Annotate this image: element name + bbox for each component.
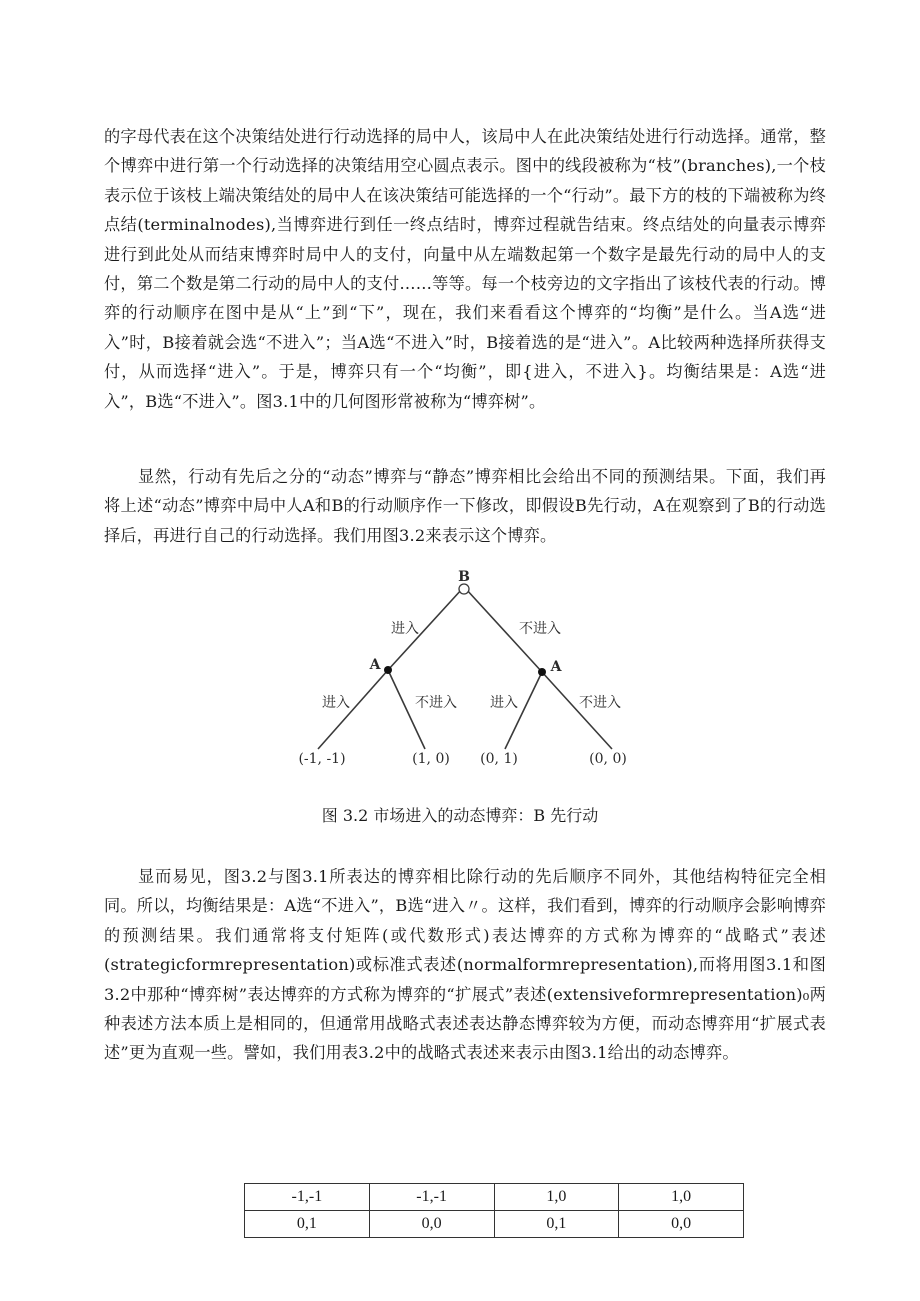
left-right-action-label: 不进入 bbox=[415, 695, 457, 711]
paragraph-1: 的字母代表在这个决策结处进行行动选择的局中人，该局中人在此决策结处进行行动选择。通常，整个博弈中进行第一个行动选择的决策结用空心圆点表示。图中的线段被称为“枝”(branches),一个枝表示位于该枝上端决策结处的局中人在该决策结可能选择的一个“行动”。最下方的枝的下端被称为终点结(terminalnodes),当博弈进行到任一终点结时，博弈过程就告结束。终点结处的向量表示博弈进行到此处从而结束博弈时局中人的支付，向量中从左端数起第一个数字是最先行动的局中人的支付，第二个数是第二行动的局中人的支付……等等。每一个枝旁边的文字指出了该枝代表的行动。博弈的行动顺序在图中是从“上”到“下”，现在，我们来看看这个博弈的“均衡”是什么。当A选“进入”时，B接着就会选“不进入”；当A选“不进入”时，B接着选的是“进入”。A比较两种选择所获得支付，从而选择“进入”。于是，博弈只有一个“均衡”，即{进入，不进入}。均衡结果是：A选“进入”，B选“不进入”。图3.1中的几何图形常被称为“博弈树”。 bbox=[104, 127, 826, 411]
table-cell: 0,1 bbox=[494, 1211, 619, 1238]
payoff-4: (0, 0) bbox=[589, 751, 627, 767]
table-cell: 0,0 bbox=[619, 1211, 744, 1238]
left-node-player-label: A bbox=[369, 657, 381, 673]
table-cell: 1,0 bbox=[494, 1184, 619, 1211]
paragraph-3: 显而易见，图3.2与图3.1所表达的博弈相比除行动的先后顺序不同外，其他结构特征完全相同。所以，均衡结果是：A选“不进入”，B选“进入〃。这样，我们看到，博弈的行动顺序会影响博弈的预测结果。我们通常将支付矩阵(或代数形式)表达博弈的方式称为博弈的“战略式”表述(strategicformrepresentation)或标准式表述(normalformrepresentation),而将用图3.1和图3.2中那种“博弈树”表达博弈的方式称为博弈的“扩展式”表述(extensiveformrepresentation)₀两种表述方法本质上是相同的，但通常用战略式表述表达静态博弈较为方便，而动态博弈用“扩展式表述”更为直观一些。譬如，我们用表3.2中的战略式表述来表示由图3.1给出的动态博弈。 bbox=[104, 867, 826, 1063]
left-left-action-label: 进入 bbox=[322, 695, 350, 711]
table-cell: 1,0 bbox=[619, 1184, 744, 1211]
payoff-3: (0, 1) bbox=[480, 751, 518, 767]
payoff-1: (-1, -1) bbox=[298, 751, 346, 767]
root-right-action-label: 不进入 bbox=[519, 621, 561, 637]
right-left-action-label: 进入 bbox=[490, 695, 518, 711]
table-cell: 0,1 bbox=[245, 1211, 370, 1238]
figure-caption: 图 3.2 市场进入的动态博弈：B 先行动 bbox=[321, 806, 599, 825]
game-tree-figure bbox=[290, 562, 640, 772]
right-right-action-label: 不进入 bbox=[579, 695, 621, 711]
table-row bbox=[245, 1184, 744, 1211]
root-node bbox=[459, 584, 469, 594]
payoff-2: (1, 0) bbox=[412, 751, 450, 767]
decision-node-left bbox=[384, 666, 392, 674]
decision-node-right bbox=[538, 668, 546, 676]
payoff-matrix-table bbox=[244, 1183, 744, 1238]
right-node-player-label: A bbox=[550, 659, 562, 675]
table-cell: 0,0 bbox=[369, 1211, 494, 1238]
table-cell: -1,-1 bbox=[369, 1184, 494, 1211]
table-cell: -1,-1 bbox=[245, 1184, 370, 1211]
paragraph-2: 显然，行动有先后之分的“动态”博弈与“静态”博弈相比会给出不同的预测结果。下面，我们再将上述“动态”博弈中局中人A和B的行动顺序作一下修改，即假设B先行动，A在观察到了B的行动选择后，再进行自己的行动选择。我们用图3.2来表示这个博弈。 bbox=[104, 467, 826, 545]
root-left-action-label: 进入 bbox=[391, 621, 419, 637]
table-row bbox=[245, 1211, 744, 1238]
root-player-label: B bbox=[458, 569, 470, 585]
